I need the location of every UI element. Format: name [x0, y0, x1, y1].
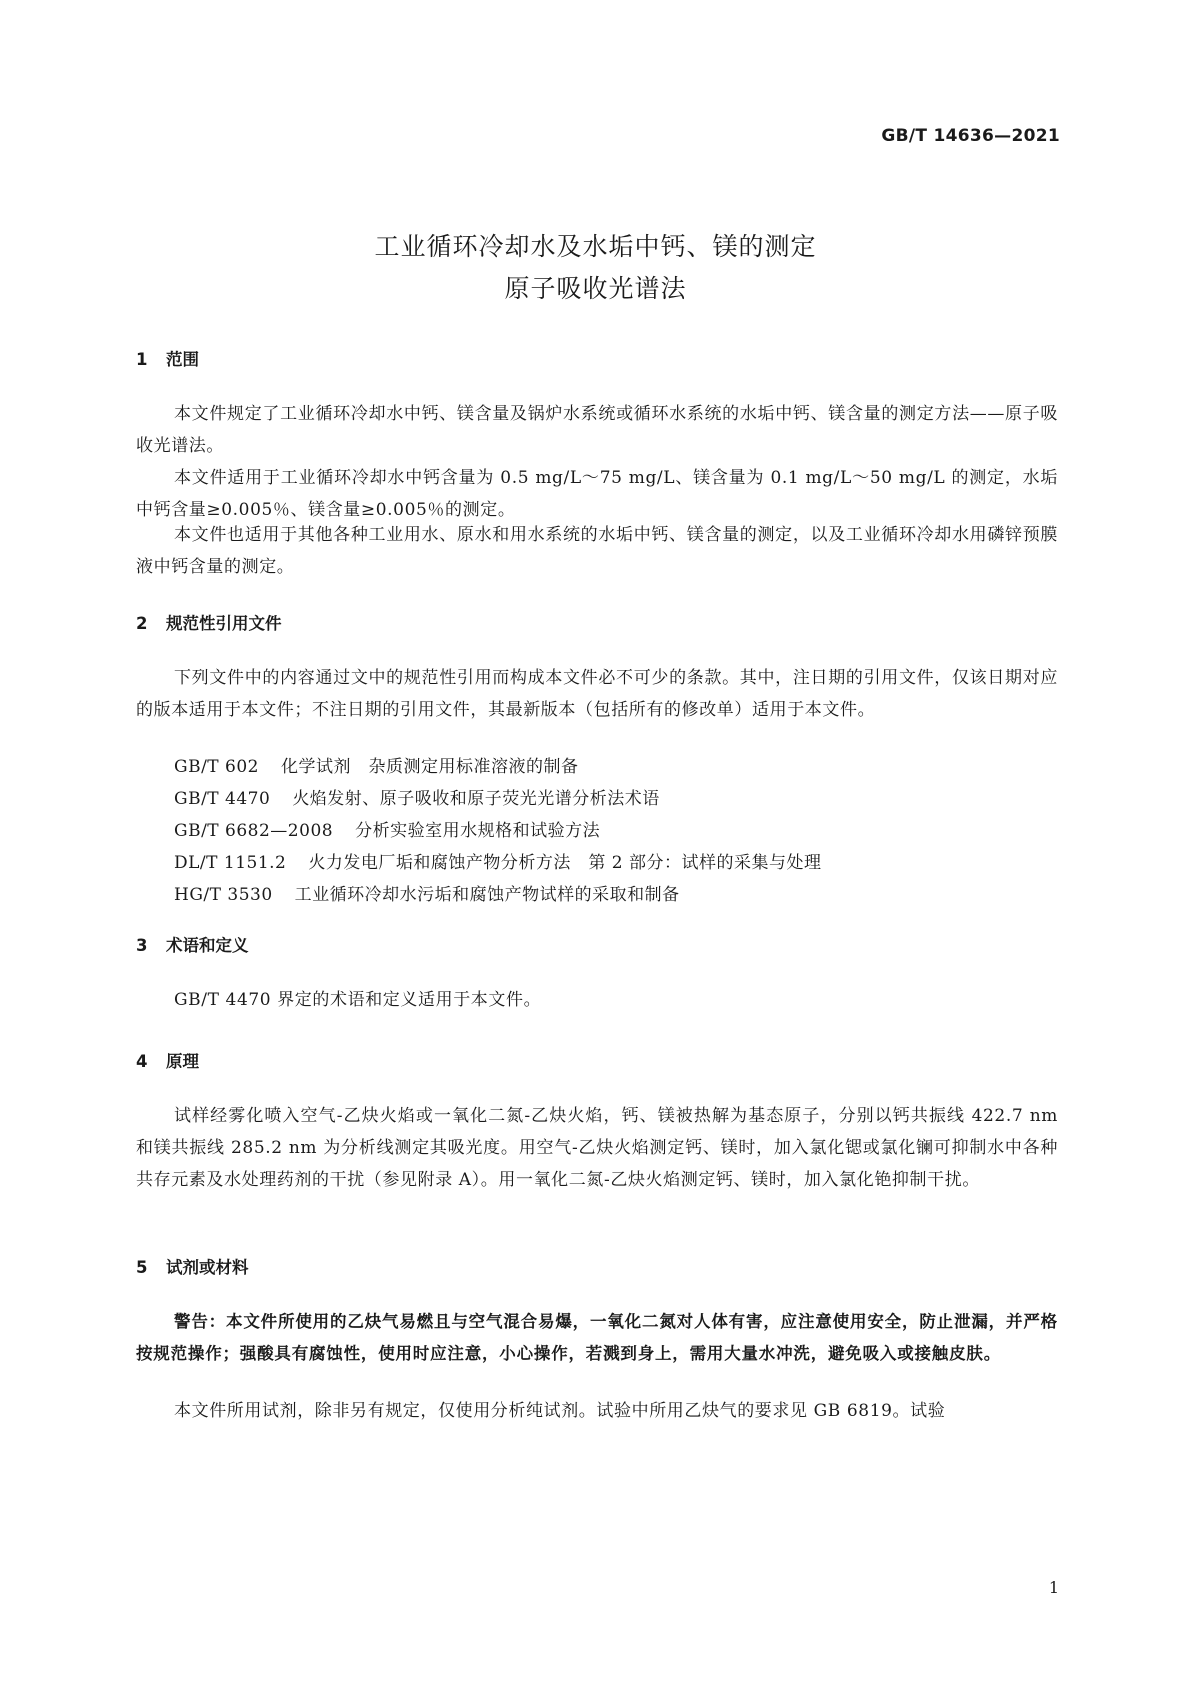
reference-title: 化学试剂 杂质测定用标准溶液的制备	[281, 757, 579, 777]
reference-title: 分析实验室用水规格和试验方法	[355, 821, 601, 841]
section-2-heading	[136, 610, 282, 634]
document-title	[0, 226, 1191, 310]
section-5-paragraph-1: 本文件所用试剂，除非另有规定，仅使用分析纯试剂。试验中所用乙炔气的要求见 GB 6819。试验	[174, 1401, 946, 1421]
normative-references-list	[174, 751, 822, 911]
safety-warning-paragraph: 警告：本文件所使用的乙炔气易燃且与空气混合易爆，一氧化二氮对人体有害，应注意使用安全，防止泄漏，并严格按规范操作；强酸具有腐蚀性，使用时应注意，小心操作，若溅到身上，需用大量水冲洗，避免吸入或接触皮肤。	[136, 1312, 1058, 1363]
reference-item	[174, 751, 822, 783]
section-1-paragraph-2: 本文件适用于工业循环冷却水中钙含量为 0.5 mg/L～75 mg/L、镁含量为 0.1 mg/L～50 mg/L 的测定，水垢中钙含量≥0.005％、镁含量≥0.005％的测定。	[136, 468, 1058, 520]
section-number: 5	[136, 1258, 148, 1277]
reference-code: HG/T 3530	[174, 885, 273, 905]
section-title: 术语和定义	[166, 936, 249, 955]
section-number: 4	[136, 1052, 148, 1071]
reference-item	[174, 879, 822, 911]
section-title: 范围	[166, 350, 199, 369]
title-line-2: 原子吸收光谱法	[504, 274, 687, 303]
reference-item	[174, 847, 822, 879]
section-number: 2	[136, 614, 148, 633]
reference-code: DL/T 1151.2	[174, 853, 287, 873]
section-1-paragraph-3: 本文件也适用于其他各种工业用水、原水和用水系统的水垢中钙、镁含量的测定，以及工业循环冷却水用磷锌预膜液中钙含量的测定。	[136, 525, 1058, 577]
title-line-1: 工业循环冷却水及水垢中钙、镁的测定	[374, 232, 817, 261]
reference-code: GB/T 6682—2008	[174, 821, 334, 841]
reference-code: GB/T 4470	[174, 789, 271, 809]
reference-title: 火力发电厂垢和腐蚀产物分析方法 第 2 部分：试样的采集与处理	[308, 853, 822, 873]
section-4-paragraph-1: 试样经雾化喷入空气-乙炔火焰或一氧化二氮-乙炔火焰，钙、镁被热解为基态原子，分别以钙共振线 422.7 nm 和镁共振线 285.2 nm 为分析线测定其吸光度。用空气-乙炔火焰测定钙、镁时，加入氯化锶或氯化镧可抑制水中各种共存元素及水处理药剂的干扰（参见附录 A）。用一氧化二氮-乙炔火焰测定钙、镁时，加入氯化铯抑制干扰。	[136, 1106, 1058, 1190]
section-number: 3	[136, 936, 148, 955]
reference-code: GB/T 602	[174, 757, 259, 777]
section-1-paragraph-1: 本文件规定了工业循环冷却水中钙、镁含量及锅炉水系统或循环水系统的水垢中钙、镁含量的测定方法——原子吸收光谱法。	[136, 404, 1058, 456]
section-5-heading	[136, 1254, 249, 1278]
reference-title: 火焰发射、原子吸收和原子荧光光谱分析法术语	[292, 789, 660, 809]
section-3-heading	[136, 932, 249, 956]
section-title: 原理	[166, 1052, 199, 1071]
section-title: 试剂或材料	[166, 1258, 249, 1277]
section-title: 规范性引用文件	[166, 614, 282, 633]
section-2-paragraph-1: 下列文件中的内容通过文中的规范性引用而构成本文件必不可少的条款。其中，注日期的引用文件，仅该日期对应的版本适用于本文件；不注日期的引用文件，其最新版本（包括所有的修改单）适用于本文件。	[136, 668, 1058, 720]
reference-item	[174, 815, 822, 847]
reference-item	[174, 783, 822, 815]
reference-title: 工业循环冷却水污垢和腐蚀产物试样的采取和制备	[294, 885, 680, 905]
standard-code: GB/T 14636—2021	[881, 126, 1060, 146]
section-number: 1	[136, 350, 148, 369]
page-number: 1	[1048, 1578, 1059, 1597]
section-4-heading	[136, 1048, 199, 1072]
section-3-paragraph-1: GB/T 4470 界定的术语和定义适用于本文件。	[174, 990, 542, 1010]
section-1-heading	[136, 346, 199, 370]
